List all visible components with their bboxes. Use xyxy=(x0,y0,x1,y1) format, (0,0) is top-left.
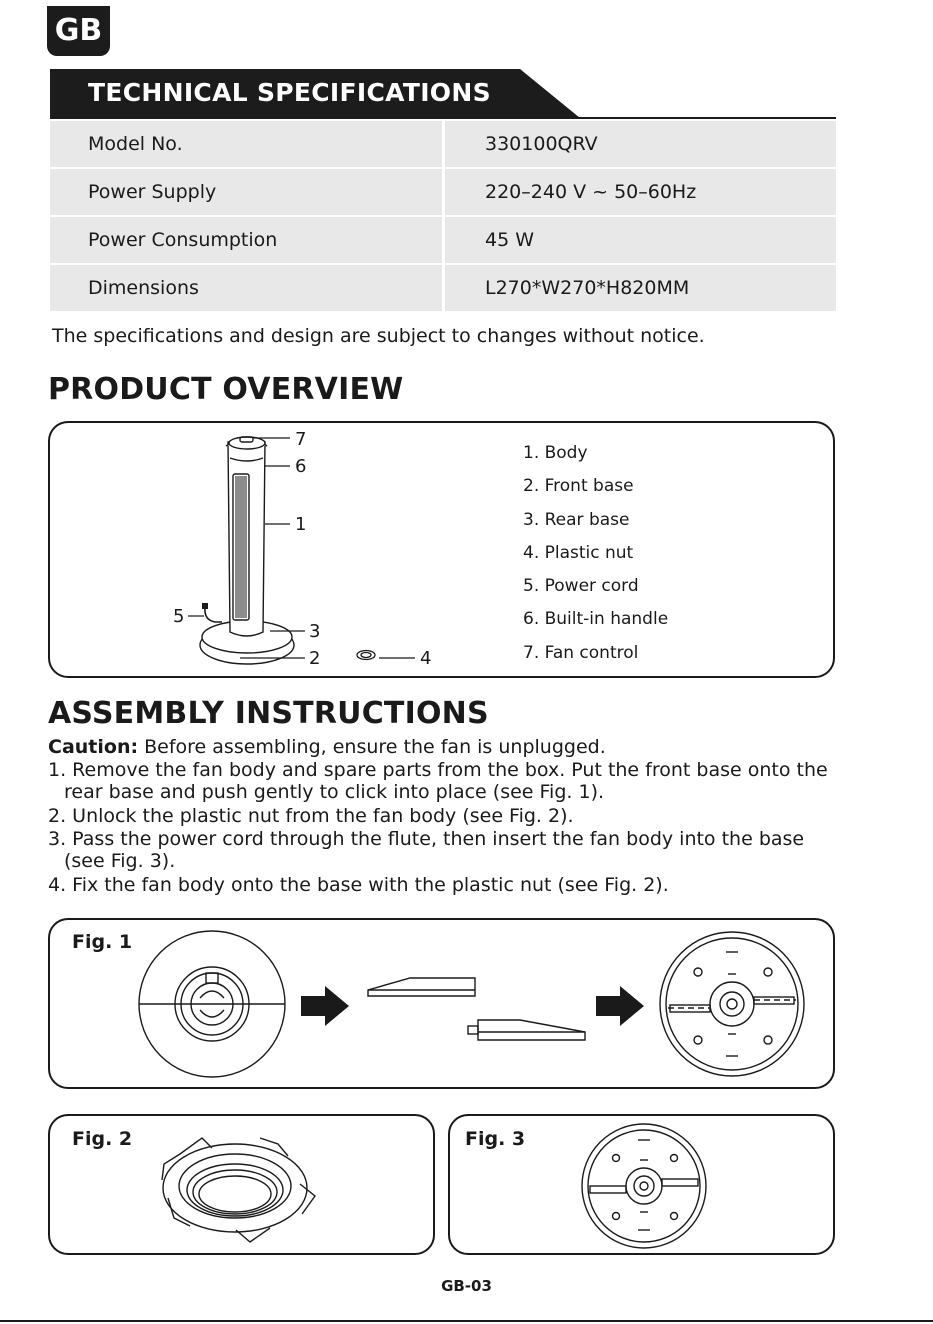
bottom-divider xyxy=(0,1320,933,1322)
language-badge: GB xyxy=(47,6,110,56)
spec-row xyxy=(50,265,836,311)
callout-2: 2 xyxy=(309,648,321,669)
spec-title: TECHNICAL SPECIFICATIONS xyxy=(88,78,491,107)
callout-4: 4 xyxy=(420,648,432,669)
caution-label: Caution: xyxy=(48,736,139,758)
spec-label: Power Supply xyxy=(50,169,442,215)
spec-value: 330100QRV xyxy=(445,121,836,167)
caution-line xyxy=(48,736,843,759)
callout-5: 5 xyxy=(173,606,185,627)
list-item: 5. Power cord xyxy=(523,576,639,597)
spec-value: 45 W xyxy=(445,217,836,263)
caution-text: Before assembling, ensure the fan is unplugged. xyxy=(138,736,606,758)
plastic-nut-illustration xyxy=(150,1124,320,1248)
callout-6: 6 xyxy=(295,456,307,477)
figure-3-label: Fig. 3 xyxy=(465,1128,526,1150)
step-2: 2. Unlock the plastic nut from the fan body (see Fig. 2). xyxy=(48,805,574,827)
callout-7: 7 xyxy=(295,429,307,450)
page-number: GB-03 xyxy=(441,1277,492,1295)
spec-table xyxy=(50,121,836,313)
spec-label: Power Consumption xyxy=(50,217,442,263)
spec-label: Dimensions xyxy=(50,265,442,311)
callout-1: 1 xyxy=(295,514,307,535)
step-1: 1. Remove the fan body and spare parts from the box. Put the front base onto the xyxy=(48,759,828,781)
list-item: 3. Rear base xyxy=(523,509,630,530)
spec-row xyxy=(50,217,836,263)
list-item: 6. Built-in handle xyxy=(523,609,669,630)
list-item: 2. Front base xyxy=(523,476,634,497)
overview-title: PRODUCT OVERVIEW xyxy=(48,372,404,407)
spec-value: 220–240 V ~ 50–60Hz xyxy=(445,169,836,215)
figure-1-label: Fig. 1 xyxy=(72,931,133,953)
step-1-continued: rear base and push gently to click into place (see Fig. 1). xyxy=(64,781,605,803)
spec-value: L270*W270*H820MM xyxy=(445,265,836,311)
list-item: 7. Fan control xyxy=(523,642,639,663)
assembly-steps xyxy=(48,736,843,897)
step-3: 3. Pass the power cord through the flute, then insert the fan body into the base xyxy=(48,828,805,850)
step-4: 4. Fix the fan body onto the base with the plastic nut (see Fig. 2). xyxy=(48,874,669,896)
list-item: 1. Body xyxy=(523,443,588,463)
assembly-title: ASSEMBLY INSTRUCTIONS xyxy=(48,696,489,731)
figure-2-label: Fig. 2 xyxy=(72,1128,133,1150)
spec-disclaimer: The specifications and design are subject to changes without notice. xyxy=(52,325,705,347)
figure-3-illustration xyxy=(578,1122,710,1250)
callout-3: 3 xyxy=(309,621,321,642)
spec-row xyxy=(50,121,836,167)
spec-label: Model No. xyxy=(50,121,442,167)
list-item: 4. Plastic nut xyxy=(523,542,634,563)
figure-1-illustration xyxy=(130,928,820,1080)
parts-list xyxy=(523,437,668,670)
spec-divider xyxy=(50,117,836,119)
spec-row xyxy=(50,169,836,215)
step-3-continued: (see Fig. 3). xyxy=(64,850,176,872)
